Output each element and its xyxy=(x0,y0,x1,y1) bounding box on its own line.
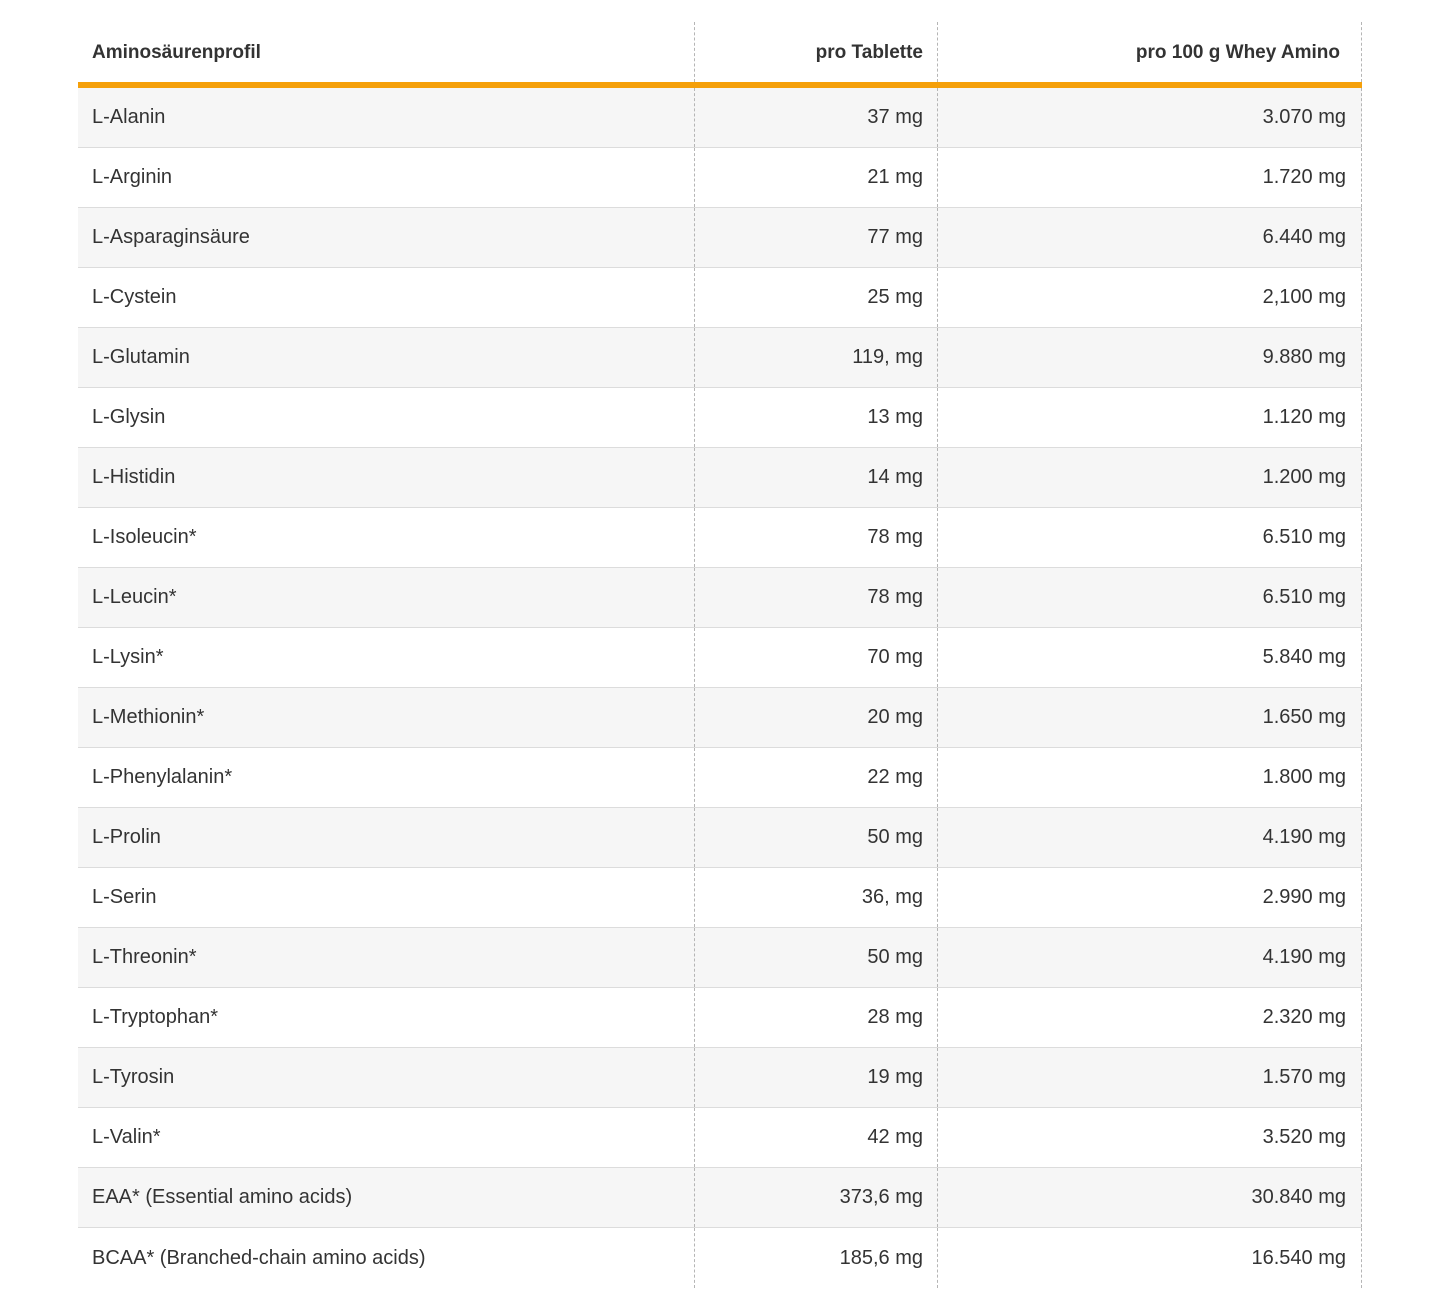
table-row xyxy=(78,748,1362,808)
cell-per-tablet: 373,6 mg xyxy=(695,1168,938,1227)
table-row xyxy=(78,808,1362,868)
cell-per-100g: 3.070 mg xyxy=(938,88,1362,147)
cell-amino-acid: L-Alanin xyxy=(78,88,695,147)
cell-per-tablet: 13 mg xyxy=(695,388,938,447)
table-row xyxy=(78,868,1362,928)
cell-amino-acid: BCAA* (Branched-chain amino acids) xyxy=(78,1228,695,1288)
cell-amino-acid: L-Tryptophan* xyxy=(78,988,695,1047)
table-row xyxy=(78,1108,1362,1168)
cell-per-100g: 1.120 mg xyxy=(938,388,1362,447)
table-body xyxy=(78,88,1362,1288)
cell-per-100g: 9.880 mg xyxy=(938,328,1362,387)
table-row xyxy=(78,448,1362,508)
cell-amino-acid: L-Glutamin xyxy=(78,328,695,387)
header-per-tablet: pro Tablette xyxy=(695,22,938,82)
cell-amino-acid: L-Isoleucin* xyxy=(78,508,695,567)
cell-per-tablet: 14 mg xyxy=(695,448,938,507)
cell-per-tablet: 78 mg xyxy=(695,508,938,567)
cell-per-tablet: 20 mg xyxy=(695,688,938,747)
cell-per-tablet: 22 mg xyxy=(695,748,938,807)
table-row xyxy=(78,268,1362,328)
cell-per-100g: 1.570 mg xyxy=(938,1048,1362,1107)
table-row xyxy=(78,88,1362,148)
amino-acid-table xyxy=(78,22,1362,1288)
cell-per-100g: 5.840 mg xyxy=(938,628,1362,687)
cell-amino-acid: L-Prolin xyxy=(78,808,695,867)
cell-per-tablet: 25 mg xyxy=(695,268,938,327)
cell-amino-acid: L-Histidin xyxy=(78,448,695,507)
cell-per-100g: 30.840 mg xyxy=(938,1168,1362,1227)
table-row xyxy=(78,928,1362,988)
table-row xyxy=(78,1168,1362,1228)
header-amino-acid-profile: Aminosäurenprofil xyxy=(78,22,695,82)
cell-per-100g: 1.200 mg xyxy=(938,448,1362,507)
cell-amino-acid: L-Arginin xyxy=(78,148,695,207)
cell-per-tablet: 36, mg xyxy=(695,868,938,927)
cell-per-tablet: 42 mg xyxy=(695,1108,938,1167)
cell-amino-acid: L-Lysin* xyxy=(78,628,695,687)
cell-amino-acid: L-Valin* xyxy=(78,1108,695,1167)
cell-amino-acid: L-Asparaginsäure xyxy=(78,208,695,267)
cell-per-tablet: 37 mg xyxy=(695,88,938,147)
table-row xyxy=(78,148,1362,208)
cell-amino-acid: L-Tyrosin xyxy=(78,1048,695,1107)
cell-per-100g: 6.510 mg xyxy=(938,508,1362,567)
cell-per-100g: 1.720 mg xyxy=(938,148,1362,207)
table-row xyxy=(78,988,1362,1048)
cell-per-tablet: 185,6 mg xyxy=(695,1228,938,1288)
cell-per-100g: 6.510 mg xyxy=(938,568,1362,627)
cell-per-tablet: 50 mg xyxy=(695,808,938,867)
cell-per-tablet: 77 mg xyxy=(695,208,938,267)
cell-per-100g: 4.190 mg xyxy=(938,808,1362,867)
table-row xyxy=(78,568,1362,628)
cell-amino-acid: L-Phenylalanin* xyxy=(78,748,695,807)
cell-per-100g: 2.320 mg xyxy=(938,988,1362,1047)
cell-amino-acid: L-Leucin* xyxy=(78,568,695,627)
table-row xyxy=(78,388,1362,448)
table-row xyxy=(78,208,1362,268)
cell-per-100g: 2,100 mg xyxy=(938,268,1362,327)
cell-per-100g: 1.800 mg xyxy=(938,748,1362,807)
cell-amino-acid: EAA* (Essential amino acids) xyxy=(78,1168,695,1227)
cell-per-tablet: 50 mg xyxy=(695,928,938,987)
cell-per-tablet: 21 mg xyxy=(695,148,938,207)
cell-per-tablet: 70 mg xyxy=(695,628,938,687)
cell-per-100g: 16.540 mg xyxy=(938,1228,1362,1288)
cell-per-tablet: 119, mg xyxy=(695,328,938,387)
table-row xyxy=(78,328,1362,388)
table-header xyxy=(78,22,1362,88)
header-per-100g: pro 100 g Whey Amino xyxy=(938,22,1362,82)
cell-amino-acid: L-Threonin* xyxy=(78,928,695,987)
cell-per-tablet: 19 mg xyxy=(695,1048,938,1107)
cell-amino-acid: L-Serin xyxy=(78,868,695,927)
cell-per-100g: 1.650 mg xyxy=(938,688,1362,747)
cell-amino-acid: L-Methionin* xyxy=(78,688,695,747)
table-row xyxy=(78,628,1362,688)
cell-per-tablet: 28 mg xyxy=(695,988,938,1047)
table-row xyxy=(78,1048,1362,1108)
table-row xyxy=(78,508,1362,568)
table-row xyxy=(78,688,1362,748)
cell-amino-acid: L-Cystein xyxy=(78,268,695,327)
cell-per-100g: 6.440 mg xyxy=(938,208,1362,267)
cell-per-tablet: 78 mg xyxy=(695,568,938,627)
cell-per-100g: 3.520 mg xyxy=(938,1108,1362,1167)
cell-amino-acid: L-Glysin xyxy=(78,388,695,447)
cell-per-100g: 4.190 mg xyxy=(938,928,1362,987)
cell-per-100g: 2.990 mg xyxy=(938,868,1362,927)
table-row xyxy=(78,1228,1362,1288)
